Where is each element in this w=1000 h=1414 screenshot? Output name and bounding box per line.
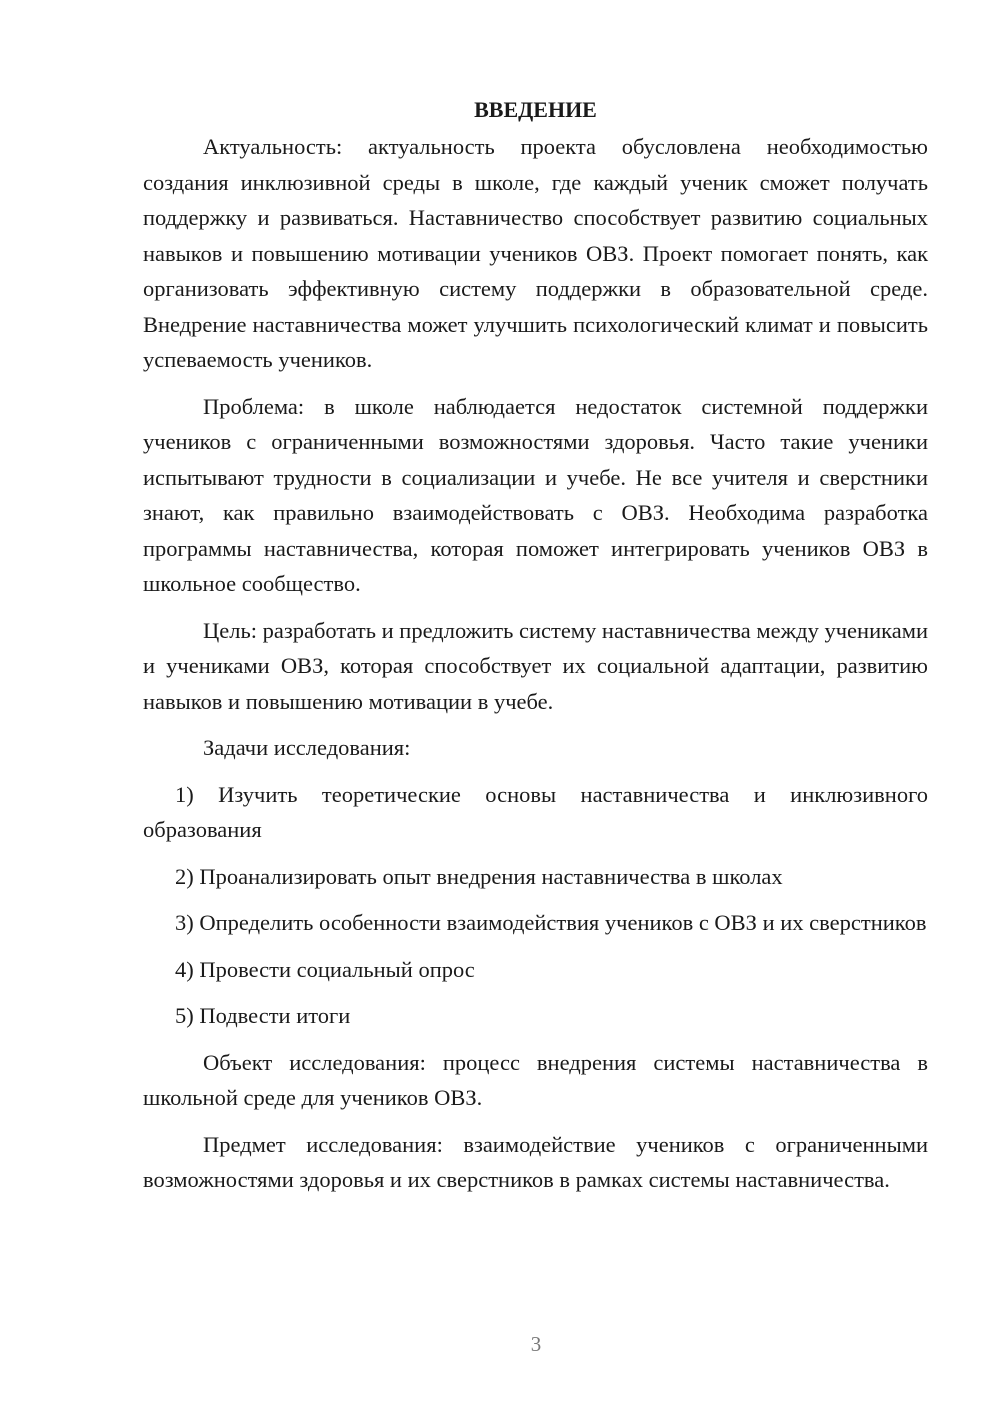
relevance-paragraph: Актуальность: актуальность проекта обусловлена необходимостью создания инклюзивной среды в школе, где каждый ученик сможет получать поддержку и развиваться. Наставничество способствует развитию социальных навыков и повышению мотивации учеников ОВЗ. Проект помогает понять, как организовать эффективную систему поддержки в образовательной среде. Внедрение наставничества может улучшить психологический климат и повысить успеваемость учеников.	[143, 134, 928, 372]
tasks-list	[143, 777, 928, 1034]
document-page	[143, 92, 928, 1209]
page-title: ВВЕДЕНИЕ	[474, 97, 597, 122]
problem-paragraph: Проблема: в школе наблюдается недостаток системной поддержки учеников с ограниченными возможностями здоровья. Часто такие ученики испытывают трудности в социализации и учебе. Не все учителя и сверстники знают, как правильно взаимодействовать с ОВЗ. Необходима разработка программы наставничества, которая поможет интегрировать учеников ОВЗ в школьное сообщество.	[143, 393, 928, 596]
task-item-2: 2) Проанализировать опыт внедрения наставничества в школах	[175, 863, 783, 889]
task-item-4: 4) Провести социальный опрос	[175, 956, 475, 982]
task-item-3: 3) Определить особенности взаимодействия учеников с ОВЗ и их сверстников	[175, 910, 927, 935]
object-paragraph: Объект исследования: процесс внедрения системы наставничества в школьной среде для учеников ОВЗ.	[143, 1049, 928, 1110]
subject-paragraph: Предмет исследования: взаимодействие учеников с ограниченными возможностями здоровья и их сверстников в рамках системы наставничества.	[143, 1131, 928, 1192]
page-number: 3	[530, 1332, 542, 1356]
task-item-1: 1) Изучить теоретические основы наставничества и инклюзивного образования	[143, 781, 928, 842]
tasks-heading: Задачи исследования:	[203, 735, 411, 760]
task-item-5: 5) Подвести итоги	[175, 1003, 351, 1028]
goal-paragraph: Цель: разработать и предложить систему наставничества между учениками и учениками ОВЗ, которая способствует их социальной адаптации, развитию навыков и повышению мотивации в учебе.	[143, 617, 928, 714]
